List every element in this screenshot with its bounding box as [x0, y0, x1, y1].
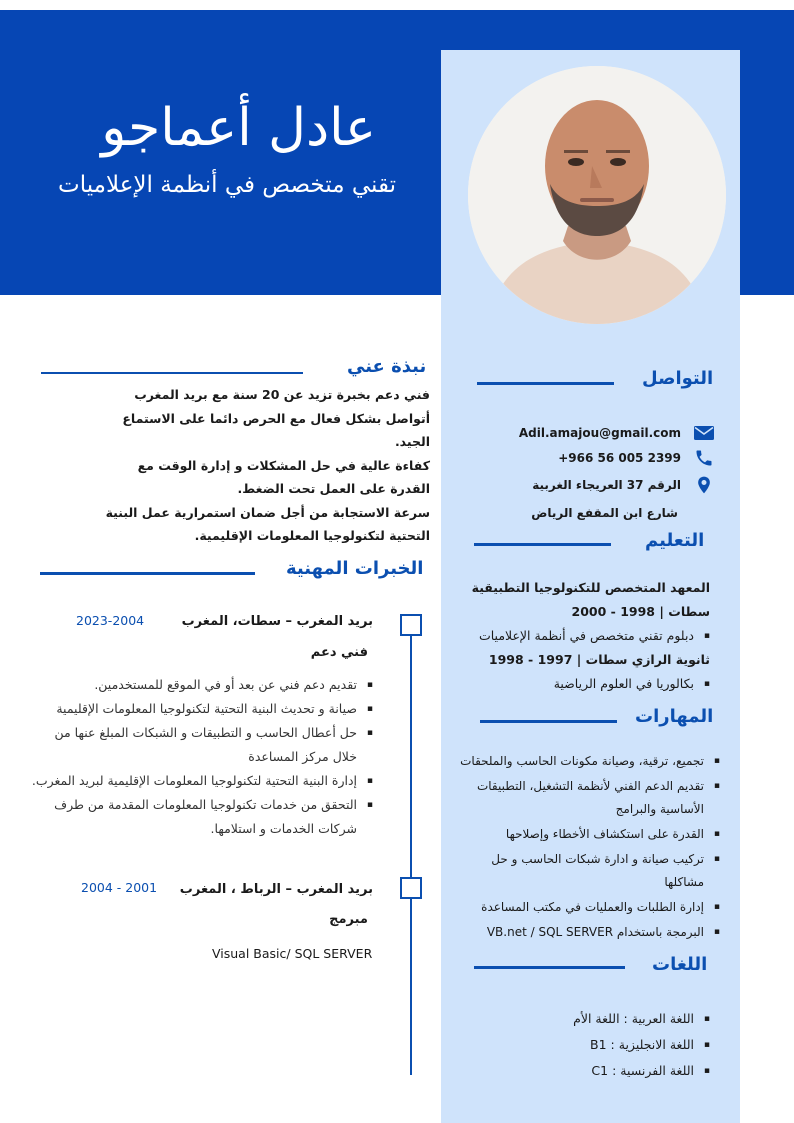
- job-employer: بريد المغرب – سطات، المغرب: [181, 614, 373, 629]
- skills-list: [450, 750, 720, 946]
- languages-list: [510, 1006, 710, 1084]
- candidate-title: تقني متخصص في أنظمة الإعلاميات: [58, 172, 396, 198]
- skill-item: ▪ تقديم الدعم الفني لأنظمة التشغيل، التطبيقات الأساسية والبرامج: [450, 775, 720, 821]
- about-line: سرعة الاستجابة من أجل ضمان استمرارية عمل البنية التحتية لتكنولوجيا المعلومات الإقليمية.: [105, 504, 430, 543]
- education-institution: ثانوية الرازي سطات | 1997 - 1998: [488, 652, 710, 667]
- skill-item: ▪ تركيب صيانة و ادارة شبكات الحاسب و حل مشاكلها: [450, 848, 720, 894]
- language-item: ▪ اللغة الفرنسية : C1: [510, 1058, 710, 1084]
- phone-icon: [693, 447, 715, 469]
- job-task: ▪ تقديم دعم فني عن بعد أو في الموقع للمستخدمين.: [28, 673, 373, 697]
- experience-heading: الخبرات المهنية: [286, 558, 424, 579]
- envelope-icon: [693, 422, 715, 444]
- contact-email-row: [519, 422, 715, 444]
- about-line: أتواصل بشكل فعال مع الحرص دائما على الاستماع الجيد.: [122, 410, 430, 449]
- about-text: [104, 383, 430, 548]
- skill-item: ▪ إدارة الطلبات والعمليات في مكتب المساعدة: [450, 896, 720, 919]
- job-task: ▪ حل أعطال الحاسب و التطبيقات و الشبكات المبلغ عنها من خلال مركز المساعدة: [28, 721, 373, 769]
- about-heading: نبذة عني: [347, 356, 427, 377]
- education-heading: التعليم: [645, 530, 705, 551]
- skills-rule: [480, 720, 617, 723]
- phone-text[interactable]: +966 56 005 2399: [558, 451, 681, 465]
- education-rule: [474, 543, 611, 546]
- job-task: ▪ صيانة و تحديث البنية التحتية لتكنولوجيا المعلومات الإقليمية: [28, 697, 373, 721]
- timeline-marker: [400, 614, 422, 636]
- job-task-list: [28, 673, 373, 841]
- languages-rule: [474, 966, 625, 969]
- language-item: ▪ اللغة الانجليزية : B1: [510, 1032, 710, 1058]
- contact-phone-row: [558, 447, 715, 469]
- education-institution: المعهد المتخصص للتكنولوجيا التطبيقية: [471, 580, 710, 595]
- job-detail: Visual Basic/ SQL SERVER: [212, 946, 373, 961]
- contact-rule: [477, 382, 614, 385]
- education-degree: ▪ دبلوم تقني متخصص في أنظمة الإعلاميات: [450, 624, 710, 648]
- skill-item: ▪ تجميع، ترقية، وصيانة مكونات الحاسب والملحقات: [450, 750, 720, 773]
- location-pin-icon: [693, 474, 715, 496]
- about-line: كفاءة عالية في حل المشكلات و إدارة الوقت مع القدرة على العمل تحت الضغط.: [137, 457, 430, 496]
- job-task: ▪ إدارة البنية التحتية لتكنولوجيا المعلومات الإقليمية لبريد المغرب.: [28, 769, 373, 793]
- job-years: 2004 - 2001: [81, 880, 158, 895]
- job-role: مبرمج: [329, 912, 368, 927]
- timeline-marker: [400, 877, 422, 899]
- education-years: سطات | 1998 - 2000: [571, 604, 710, 619]
- education-list: [450, 576, 710, 696]
- address-line-2: شارع ابن المقفع الرياض: [531, 506, 678, 520]
- job-task: ▪ التحقق من خدمات تكنولوجيا المعلومات المقدمة من طرف شركات الخدمات و استلامها.: [28, 793, 373, 841]
- experience-rule: [40, 572, 255, 575]
- skills-heading: المهارات: [635, 706, 714, 727]
- address-line-1: الرقم 37 العريجاء الغربية: [532, 478, 681, 492]
- languages-heading: اللغات: [652, 954, 708, 975]
- education-degree: ▪ بكالوريا في العلوم الرياضية: [450, 672, 710, 696]
- profile-photo: [468, 66, 726, 324]
- job-years: 2023-2004: [76, 613, 145, 628]
- email-text[interactable]: Adil.amajou@gmail.com: [518, 426, 681, 440]
- skill-item: ▪ القدرة على استكشاف الأخطاء وإصلاحها: [450, 823, 720, 846]
- job-employer: بريد المغرب – الرباط ، المغرب: [179, 882, 373, 897]
- timeline-line: [410, 625, 412, 1075]
- language-item: ▪ اللغة العربية : اللغة الأم: [510, 1006, 710, 1032]
- about-line: فني دعم بخبرة تزيد عن 20 سنة مع بريد المغرب: [134, 387, 430, 402]
- skill-item: ▪ البرمجة باستخدام VB.net / SQL SERVER: [450, 921, 720, 944]
- contact-address-row: [532, 474, 715, 496]
- contact-heading: التواصل: [642, 368, 714, 389]
- about-rule: [41, 372, 303, 374]
- candidate-name: عادل أعماجو: [101, 98, 376, 158]
- job-role: فني دعم: [310, 645, 368, 660]
